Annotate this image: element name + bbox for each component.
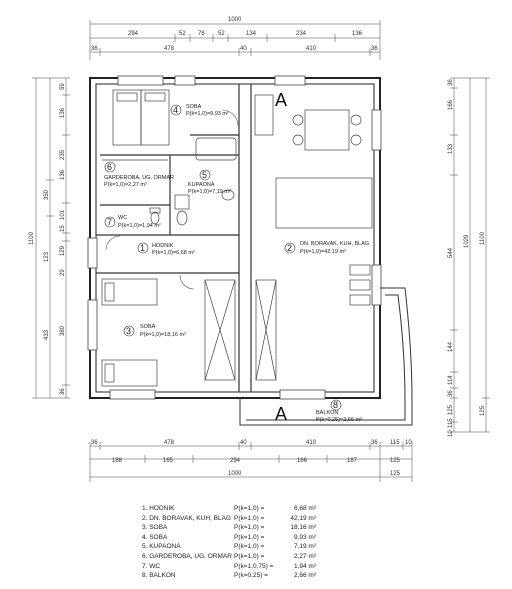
legend-row xyxy=(142,533,342,543)
dim-bot2-5: 187 xyxy=(347,458,358,464)
legend-area: 6,68 m² xyxy=(293,505,316,512)
room-7-number: 7 xyxy=(107,217,113,227)
dim-left-outer: 1100 xyxy=(29,232,35,245)
dim-right-mid: 1029 xyxy=(464,234,470,248)
room-6-name: GARDEROBA, UG. ORMAR xyxy=(104,175,174,181)
room-4-area: P(k=1,0)=9,93 m² xyxy=(186,111,229,117)
legend-area: 1,94 m² xyxy=(293,562,316,570)
dim-bot-4: 410 xyxy=(306,440,317,446)
dim-right-in-6: 114 xyxy=(448,375,454,385)
room-4-name: SOBA xyxy=(186,104,202,110)
legend-name: 7. WC xyxy=(142,562,161,570)
legend-name: 6. GARDEROBA, UG. ORMAR xyxy=(142,552,232,560)
legend-row xyxy=(142,552,342,562)
dim-bot2-3: 294 xyxy=(230,458,241,464)
dim-left-mid-3: 433 xyxy=(44,329,50,340)
dim-right-in-5: 144 xyxy=(448,341,454,352)
dim-top-1: 294 xyxy=(128,31,139,37)
dim-left-in-2: 136 xyxy=(60,107,66,118)
room-7-name: WC xyxy=(118,215,128,221)
legend-coef: P(k=1,0) = xyxy=(234,514,265,522)
interior-walls xyxy=(96,84,251,392)
dim-right-outer-1: 1100 xyxy=(480,232,486,245)
dim-left-mid-2: 123 xyxy=(44,251,50,262)
area-legend xyxy=(142,504,342,581)
dim-bot-2: 478 xyxy=(164,440,175,446)
legend-name: 2. DN. BORAVAK, KUH, BLAG xyxy=(142,514,231,522)
legend-coef: P(k=1,0) = xyxy=(234,533,265,541)
room-3-name: SOBA xyxy=(140,324,156,330)
dim-right-in-9: 115 xyxy=(448,418,454,428)
room-1-area: P(k=1,0)=6,68 m² xyxy=(152,250,195,256)
section-mark-bottom: A xyxy=(275,404,288,424)
dim-left-in-4: 136 xyxy=(60,169,66,180)
balcony xyxy=(240,288,412,425)
room-2-name: DN. BORAVAK, KUH, BLAG xyxy=(300,241,370,247)
legend-coef: P(k=1,0) = xyxy=(234,543,265,551)
dim-right-in-8: 125 xyxy=(448,404,454,415)
legend-row xyxy=(142,571,342,581)
dim-bot-1: 36 xyxy=(91,440,98,446)
dim-bot-7: 10 xyxy=(405,440,412,446)
dim-bot2-4: 166 xyxy=(297,458,308,464)
legend-row xyxy=(142,514,342,524)
dim-right-in-7: 36 xyxy=(448,390,454,397)
legend-coef: P(k=1,0,75) = xyxy=(234,562,274,570)
legend-area: 7,19 m² xyxy=(293,543,316,551)
room-6-area: P(k=1,0)=2,27 m² xyxy=(104,182,147,188)
dim-bot-extra: 125 xyxy=(390,471,401,477)
dim-left-in-10: 36 xyxy=(60,388,66,395)
legend-name: 8. BALKON xyxy=(142,572,176,580)
legend-coef: P(k=1,0) = xyxy=(234,505,265,512)
dim-left-in-7: 129 xyxy=(60,245,66,256)
dim-bot-3: 40 xyxy=(240,440,247,446)
room-3-number: 3 xyxy=(126,326,132,336)
dim-top-4: 52 xyxy=(218,31,225,37)
dim-right-in-1: 36 xyxy=(448,79,454,86)
dim-top-3: 78 xyxy=(198,31,205,37)
room-2-number: 2 xyxy=(287,243,293,253)
legend-row xyxy=(142,562,342,572)
dim-bot2-1: 188 xyxy=(112,458,123,464)
legend-row xyxy=(142,523,342,533)
dim-bot2-2: 165 xyxy=(163,458,174,464)
room-8-number: 8 xyxy=(333,400,339,410)
dim-left-in-8: 29 xyxy=(60,269,66,276)
room-4-number: 4 xyxy=(173,105,179,115)
dim-bot2-6: 125 xyxy=(390,458,401,464)
room-5-name: KUPAONA xyxy=(188,182,215,188)
legend-coef: P(k=0,25) = xyxy=(234,572,268,580)
room-1-number: 1 xyxy=(140,243,146,253)
dim-top-7: 136 xyxy=(352,31,363,37)
dim-bot-5: 36 xyxy=(371,440,378,446)
dim-top2-2: 478 xyxy=(164,46,175,52)
room-6-number: 6 xyxy=(107,162,113,172)
dim-left-in-6: 15 xyxy=(60,225,66,232)
dim-top-2: 52 xyxy=(179,31,186,37)
dim-left-in-3: 235 xyxy=(60,149,66,160)
dim-bot-6: 115 xyxy=(390,440,400,446)
dim-top2-5: 36 xyxy=(371,46,378,52)
dim-top-6: 234 xyxy=(296,31,307,37)
legend-area: 9,93 m² xyxy=(293,533,316,541)
dim-right-in-3: 133 xyxy=(448,143,454,154)
dimension-lines xyxy=(32,20,490,482)
room-8-name: BALKON xyxy=(316,410,339,416)
dim-left-in-5: 101 xyxy=(60,209,66,220)
legend-coef: P(k=1,0) = xyxy=(234,524,265,532)
legend-area: 2,66 m² xyxy=(293,572,316,580)
dim-right-in-2: 166 xyxy=(448,99,454,110)
door-arcs xyxy=(106,110,238,289)
room-1-name: HODNIK xyxy=(152,243,174,249)
dim-top2-3: 40 xyxy=(240,46,247,52)
legend-row xyxy=(142,542,342,552)
room-5-area: P(k=1,0)=7,19 m² xyxy=(188,189,231,195)
legend-coef: P(k=1,0) = xyxy=(234,552,265,560)
room-8-area: P(k=0,25)=2,66 m² xyxy=(316,417,362,423)
legend-area: 2,27 m² xyxy=(293,552,316,560)
dim-top-5: 134 xyxy=(246,31,257,37)
room-3-area: P(k=1,0)=18,16 m² xyxy=(140,332,186,338)
legend-name: 5. KUPAONA xyxy=(142,543,181,551)
dim-top2-1: 36 xyxy=(91,46,98,52)
dim-left-mid-1: 350 xyxy=(44,189,50,200)
dim-bot-total: 1000 xyxy=(228,471,242,477)
section-mark-top: A xyxy=(275,90,288,110)
legend-name: 1. HODNIK xyxy=(142,505,175,512)
legend-area: 18,16 m² xyxy=(290,524,316,532)
dim-right-in-4: 544 xyxy=(448,247,454,258)
room-number-circles xyxy=(105,105,341,410)
dim-left-in-9: 380 xyxy=(60,325,66,336)
legend-name: 3. SOBA xyxy=(142,524,168,532)
dim-right-in-10: 10 xyxy=(448,430,454,437)
dim-right-outer-2: 125 xyxy=(480,405,486,416)
dim-left-in-1: 59 xyxy=(60,83,66,90)
dim-top-total: 1000 xyxy=(228,17,242,23)
legend-row xyxy=(142,504,342,514)
legend-area: 42,19 m² xyxy=(290,514,316,522)
dim-top2-4: 410 xyxy=(306,46,317,52)
room-5-number: 5 xyxy=(202,170,208,180)
legend-name: 4. SOBA xyxy=(142,533,168,541)
room-7-area: P(k=1,0)=1,94 m² xyxy=(118,223,161,229)
room-2-area: P(k=1,0)=42,19 m² xyxy=(300,249,346,255)
